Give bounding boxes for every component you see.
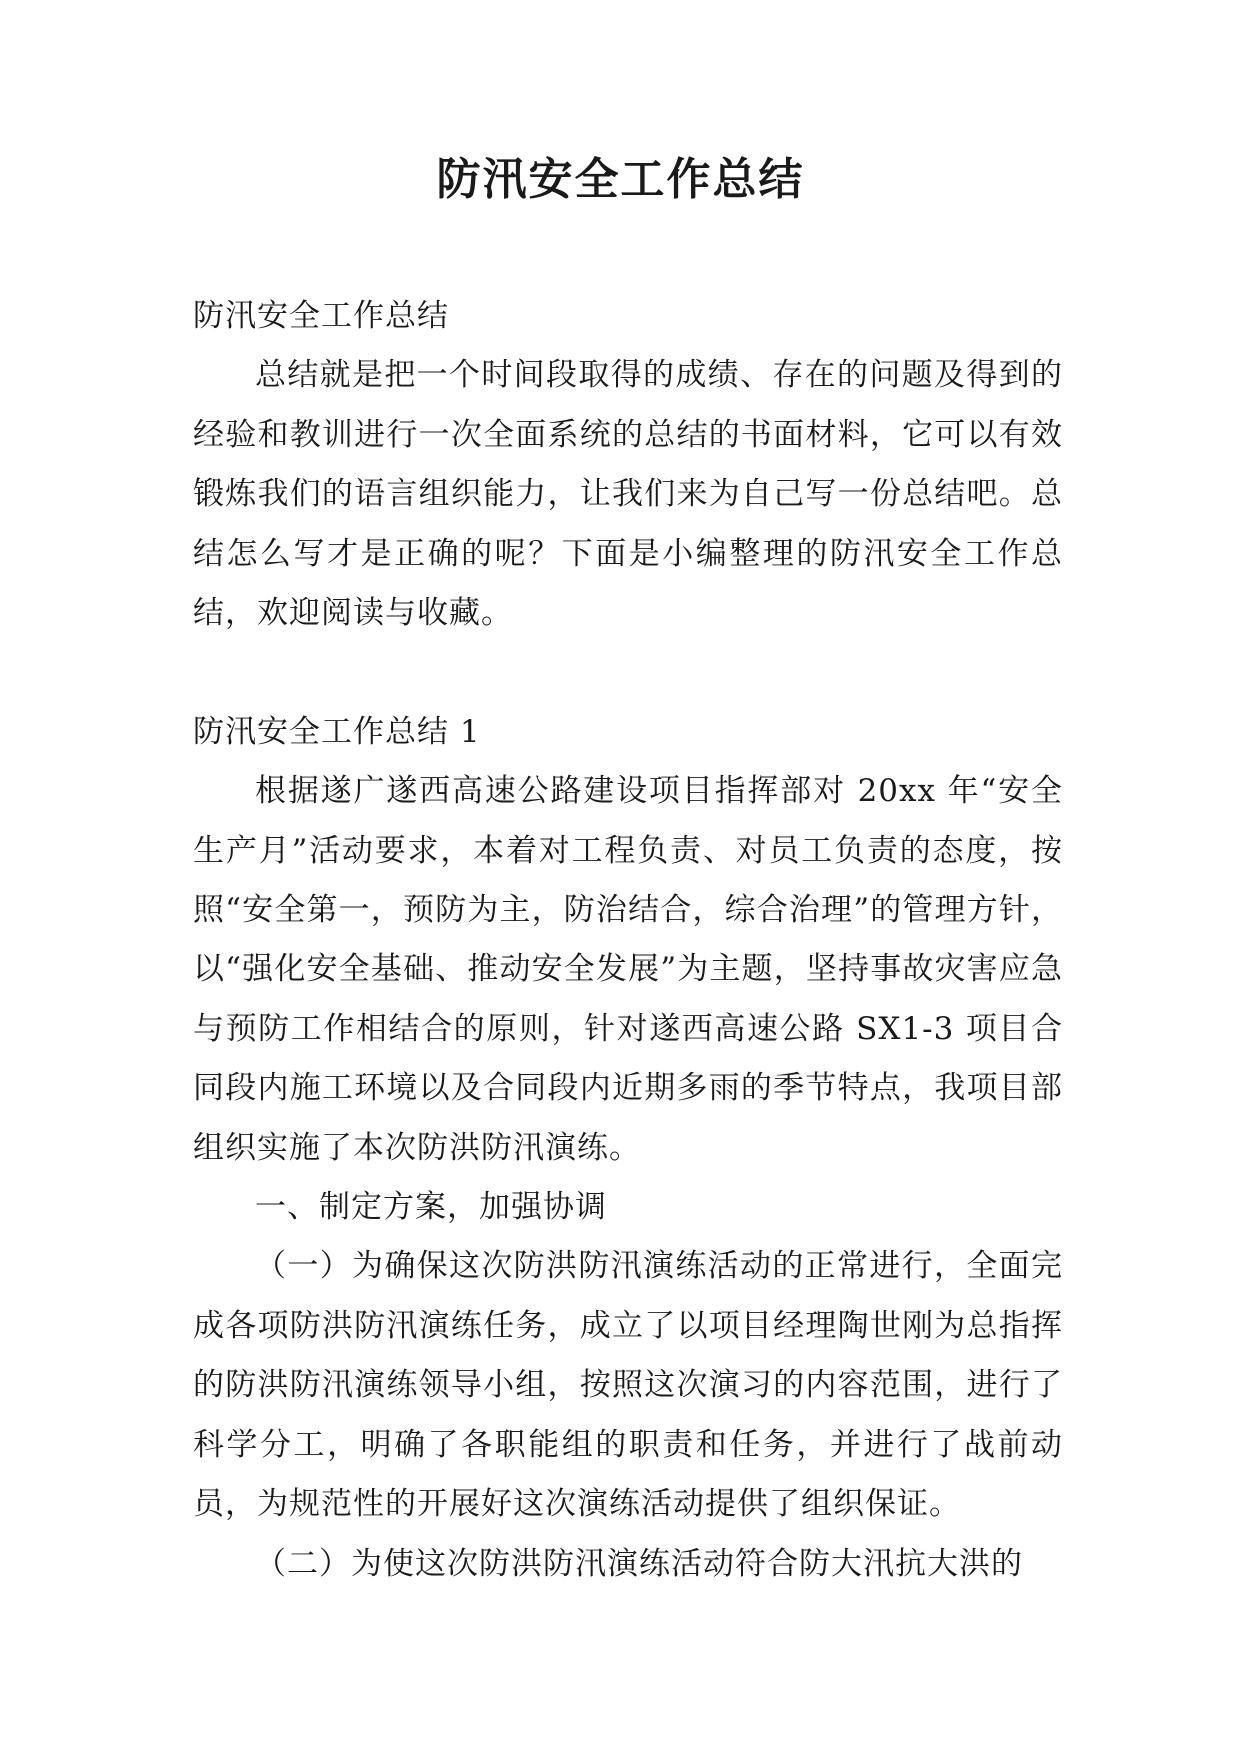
intro-heading: 防汛安全工作总结 bbox=[193, 298, 449, 334]
document-title: 防汛安全工作总结 bbox=[436, 154, 805, 205]
intro-paragraph: 总结就是把一个时间段取得的成绩、存在的问题及得到的经验和教训进行一次全面系统的总结的书面材料，它可以有效锻炼我们的语言组织能力，让我们来为自己写一份总结吧。总结怎么写才是正确的呢？下面是小编整理的防汛安全工作总结，欢迎阅读与收藏。 bbox=[193, 357, 1063, 632]
list-item: （一）为确保这次防洪防汛演练活动的正常进行，全面完成各项防洪防汛演练任务，成立了以项目经理陶世刚为总指挥的防洪防汛演练领导小组，按照这次演习的内容范围，进行了科学分工，明确了各职能组的职责和任务，并进行了战前动员，为规范性的开展好这次演练活动提供了组织保证。 bbox=[193, 1248, 1063, 1523]
list-item: （二）为使这次防洪防汛演练活动符合防大汛抗大洪的 bbox=[255, 1545, 1023, 1582]
section-paragraph: 根据遂广遂西高速公路建设项目指挥部对 20xx 年“安全生产月”活动要求，本着对工程负责、对员工负责的态度，按照“安全第一，预防为主，防治结合，综合治理”的管理方针，以“强化安全基础、推动安全发展”为主题，坚持事故灾害应急与预防工作相结合的原则，针对遂西高速公路 SX1-3 项目合同段内施工环境以及合同段内近期多雨的季节特点，我项目部组织实施了本次防洪防汛演练。 bbox=[193, 773, 1063, 1166]
subheading: 一、制定方案，加强协调 bbox=[255, 1189, 607, 1226]
paragraph-gap bbox=[193, 643, 1063, 702]
section-heading: 防汛安全工作总结 1 bbox=[193, 713, 481, 750]
document-body bbox=[193, 287, 1063, 1594]
